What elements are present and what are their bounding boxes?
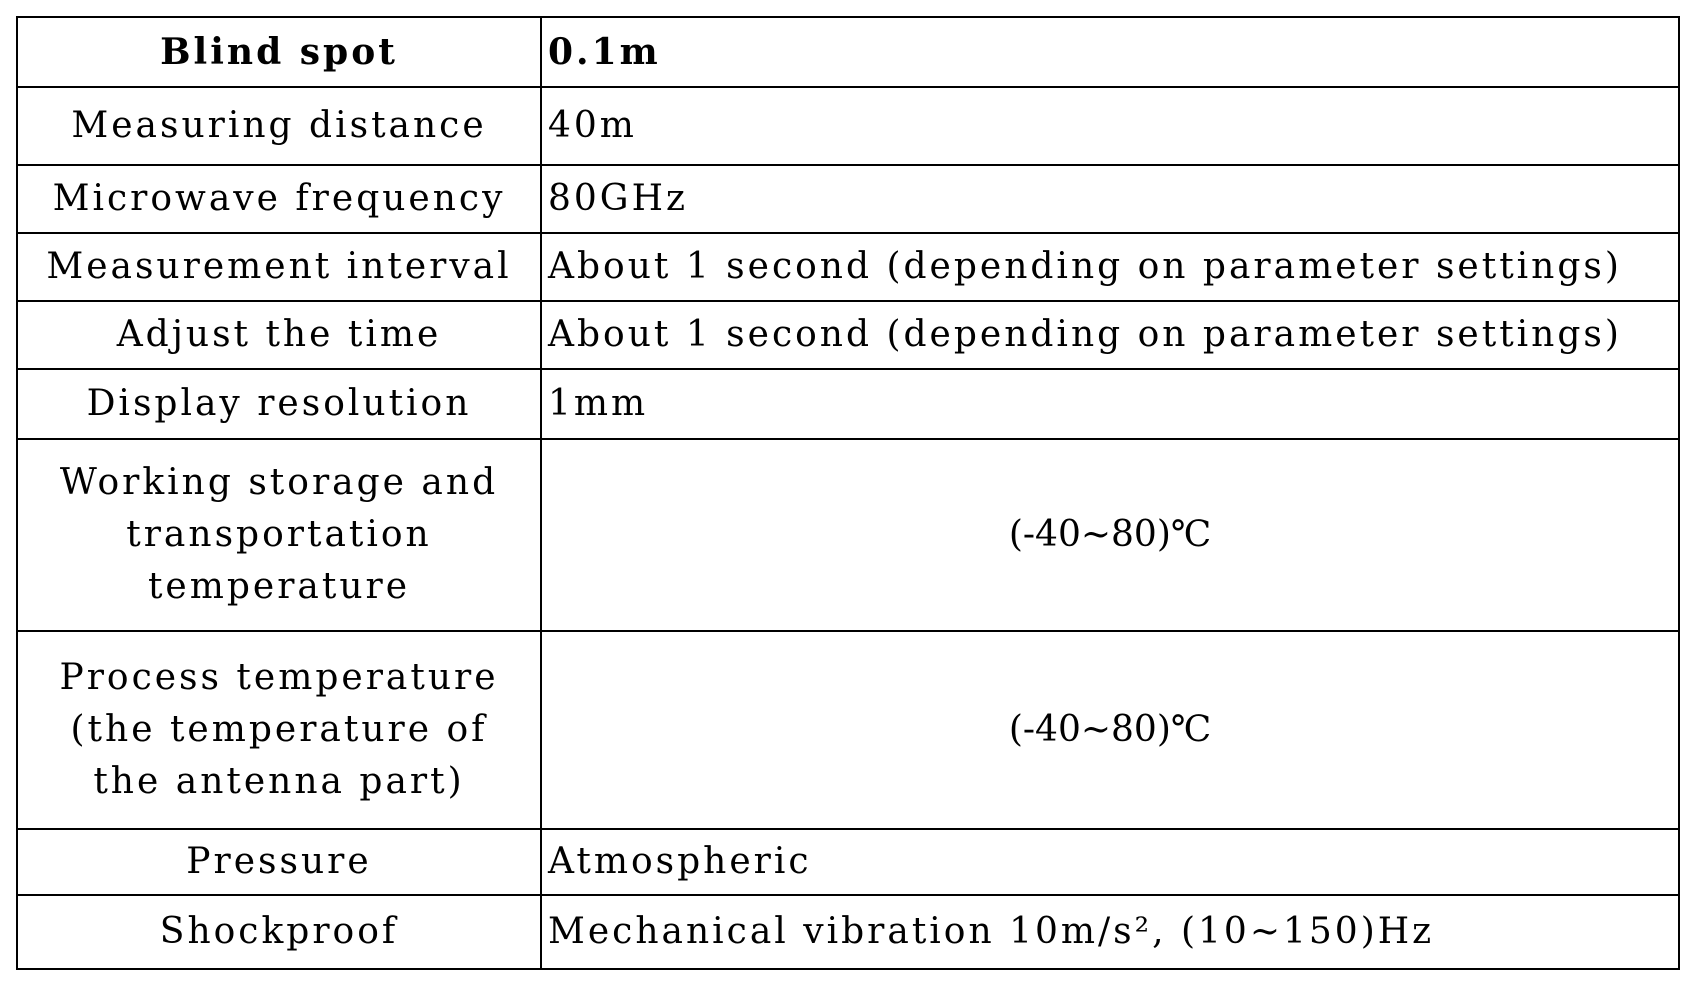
row-value: 40m xyxy=(541,87,1679,165)
row-label: Shockproof xyxy=(17,895,541,969)
row-value: Mechanical vibration 10m/s², (10~150)Hz xyxy=(541,895,1679,969)
row-label: Blind spot xyxy=(17,17,541,87)
table-row xyxy=(17,233,1679,301)
row-label: Working storage and transportation temperature xyxy=(17,439,541,631)
table-row xyxy=(17,439,1679,631)
table-row xyxy=(17,369,1679,439)
row-value: About 1 second (depending on parameter settings) xyxy=(541,233,1679,301)
row-label: Measurement interval xyxy=(17,233,541,301)
row-label: Process temperature (the temperature of the antenna part) xyxy=(17,631,541,829)
row-label: Pressure xyxy=(17,829,541,895)
table-row xyxy=(17,829,1679,895)
row-value: (-40~80)℃ xyxy=(541,631,1679,829)
table-row xyxy=(17,17,1679,87)
row-value: (-40~80)℃ xyxy=(541,439,1679,631)
table-row xyxy=(17,165,1679,233)
table-row xyxy=(17,631,1679,829)
row-label: Display resolution xyxy=(17,369,541,439)
row-value: About 1 second (depending on parameter settings) xyxy=(541,301,1679,369)
row-value: Atmospheric xyxy=(541,829,1679,895)
table-row xyxy=(17,895,1679,969)
table-row xyxy=(17,87,1679,165)
row-value: 1mm xyxy=(541,369,1679,439)
table-row xyxy=(17,301,1679,369)
row-label: Measuring distance xyxy=(17,87,541,165)
specification-table xyxy=(16,16,1680,970)
row-value: 0.1m xyxy=(541,17,1679,87)
row-value: 80GHz xyxy=(541,165,1679,233)
row-label: Microwave frequency xyxy=(17,165,541,233)
row-label: Adjust the time xyxy=(17,301,541,369)
